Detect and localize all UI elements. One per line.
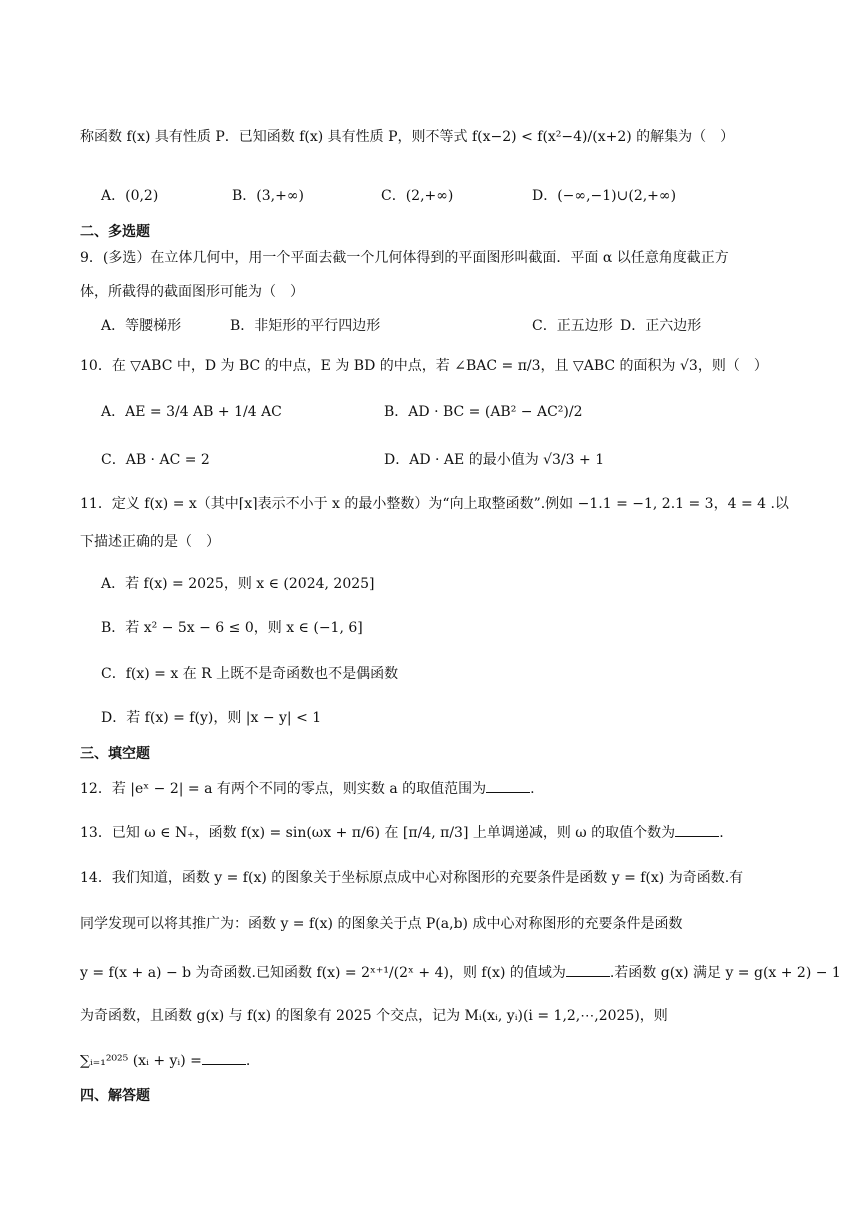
q12-end: . <box>530 781 535 797</box>
q8-option-d: D．(−∞,−1)∪(2,+∞) <box>532 188 677 204</box>
q8-option-b: B．(3,+∞) <box>232 188 304 204</box>
q14-line1: 14．我们知道，函数 y = f(x) 的图象关于坐标原点成中心对称图形的充要条件是函数 y = f(x) 为奇函数.有 <box>80 870 744 886</box>
q10-option-a: A．AE = 3/4 AB + 1/4 AC <box>101 404 282 420</box>
q9-option-a: A．等腰梯形 <box>101 318 182 334</box>
q11-option-a: A．若 f(x) = 2025，则 x ∈ (2024, 2025] <box>101 576 375 592</box>
q9-option-d: D．正六边形 <box>620 318 702 334</box>
q8-option-c: C．(2,+∞) <box>381 188 454 204</box>
q14-line3 <box>80 962 841 983</box>
q14-line4: 为奇函数，且函数 g(x) 与 f(x) 的图象有 2025 个交点，记为 Mᵢ(xᵢ, yᵢ)(i = 1,2,⋯,2025)，则 <box>80 1008 668 1024</box>
section-title-multiple-choice: 二、多选题 <box>80 224 150 240</box>
q11-option-b: B．若 x² − 5x − 6 ≤ 0，则 x ∈ (−1, 6] <box>101 620 363 636</box>
q14-line3-text-b: .若函数 g(x) 满足 y = g(x + 2) − 1 <box>609 965 841 981</box>
q9-stem-line2: 体，所截得的截面图形可能为（ ） <box>80 284 304 300</box>
q10-option-c: C．AB · AC = 2 <box>101 452 210 468</box>
q13-answer-blank[interactable] <box>675 822 719 837</box>
q14-sum-expression: ∑ᵢ₌₁²⁰²⁵ (xᵢ + yᵢ) = <box>80 1053 202 1069</box>
q11-option-d: D．若 f(x) = f(y)，则 |x − y| < 1 <box>101 710 322 726</box>
section-title-fill-in: 三、填空题 <box>80 746 150 762</box>
q9-option-c: C．正五边形 <box>532 318 613 334</box>
q8-stem: 称函数 f(x) 具有性质 P．已知函数 f(x) 具有性质 P，则不等式 f(x−2) < f(x²−4)/(x+2) 的解集为（ ） <box>80 129 735 145</box>
q12-text: 12．若 |eˣ − 2| = a 有两个不同的零点，则实数 a 的取值范围为 <box>80 781 487 797</box>
section-title-solutions: 四、解答题 <box>80 1088 150 1104</box>
q14-answer-blank-range[interactable] <box>566 962 610 977</box>
q11-stem-line1: 11．定义 f(x) = x（其中⌈x⌉表示不小于 x 的最小整数）为“向上取整函数”.例如 −1.1 = −1, 2.1 = 3，4 = 4 .以 <box>80 496 789 512</box>
q14-line3-text-a: y = f(x + a) − b 为奇函数.已知函数 f(x) = 2ˣ⁺¹/(2ˣ + 4)，则 f(x) 的值域为 <box>80 965 566 981</box>
q14-line5 <box>80 1050 250 1071</box>
q10-stem: 10．在 ▽ABC 中，D 为 BC 的中点，E 为 BD 的中点，若 ∠BAC = π/3，且 ▽ABC 的面积为 √3，则（ ） <box>80 358 768 374</box>
q14-line2: 同学发现可以将其推广为：函数 y = f(x) 的图象关于点 P(a,b) 成中心对称图形的充要条件是函数 <box>80 916 683 932</box>
q13-end: . <box>719 825 724 841</box>
q13-stem <box>80 822 724 843</box>
q11-option-c: C．f(x) = x 在 R 上既不是奇函数也不是偶函数 <box>101 666 399 682</box>
q10-option-d: D．AD · AE 的最小值为 √3/3 + 1 <box>384 452 605 468</box>
q12-answer-blank[interactable] <box>486 778 530 793</box>
q8-option-a: A．(0,2) <box>101 188 159 204</box>
q10-option-b: B．AD · BC = (AB² − AC²)/2 <box>384 404 583 420</box>
q13-text: 13．已知 ω ∈ N₊，函数 f(x) = sin(ωx + π/6) 在 [π/4, π/3] 上单调递减，则 ω 的取值个数为 <box>80 825 676 841</box>
q14-answer-blank-sum[interactable] <box>202 1050 246 1065</box>
q9-option-b: B．非矩形的平行四边形 <box>230 318 381 334</box>
q9-stem-line1: 9．(多选）在立体几何中，用一个平面去截一个几何体得到的平面图形叫截面．平面 α 以任意角度截正方 <box>80 250 729 266</box>
q14-end: . <box>245 1053 251 1069</box>
q12-stem <box>80 778 535 799</box>
q11-stem-line2: 下描述正确的是（ ） <box>80 534 220 550</box>
